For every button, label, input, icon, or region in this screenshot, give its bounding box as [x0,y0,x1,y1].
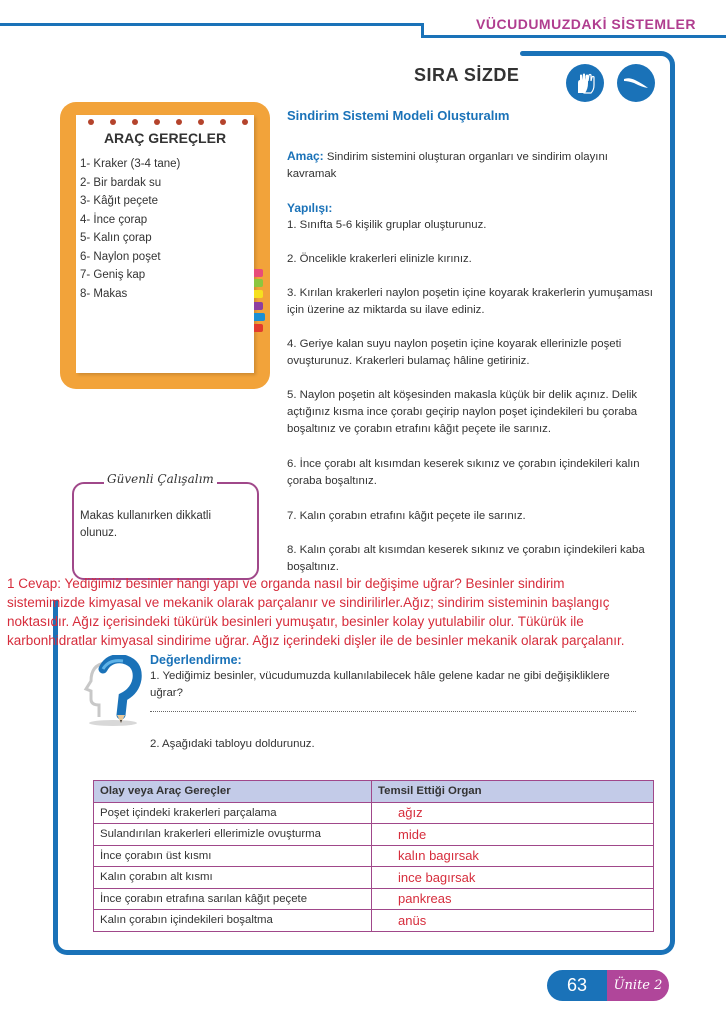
binding-hole [176,119,182,125]
table-row [94,888,654,910]
binding-hole [220,119,226,125]
event-cell: Kalın çorabın içindekileri boşaltma [94,910,372,932]
material-item: 6- Naylon poşet [80,250,161,263]
column-header: Olay veya Araç Gereçler [94,781,372,803]
notepad-tab-purple [254,302,263,310]
organ-table [93,780,654,932]
page-badge [547,970,669,1001]
evaluation-question-2: 2. Aşağıdaki tabloyu doldurunuz. [150,738,315,750]
answer-text [7,574,726,650]
answer-line: sistemimizde kimyasal ve mekanik olarak parçalanır ve sindirilirler.Ağız; sindirim sisteminin başlangıç [7,595,610,610]
answer-line: 1 Cevap: Yediğimiz besinler hangi yapı ve organda nasıl bir değişime uğrar? Besinler sindirim [7,576,565,591]
table-header-row [94,781,654,803]
material-item: 3- Kâğıt peçete [80,195,158,207]
aim-text: Sindirim sistemini oluşturan organları ve sindirim olayını kavramak [287,151,608,180]
answer-line: karbonhidratlar kimyasal sindirime uğrar. Ağız içerindeki dişler ile de besinler mekanik olarak parçalanır. [7,633,625,648]
organ-cell[interactable]: mide [372,824,654,846]
safety-text: Makas kullanırken dikkatli olunuz. [80,510,212,539]
aim-paragraph [287,148,627,183]
notepad-tab-blue [254,313,265,321]
step-2: 2. Öncelikle krakerleri elinizle kırınız. [287,253,472,265]
material-item: 8- Makas [80,287,128,300]
activity-badge: SIRA SİZDE [414,65,520,85]
table-row [94,867,654,889]
notepad-tab-green [254,279,263,287]
page-number: 63 [547,970,607,1001]
event-cell: İnce çorabın etrafına sarılan kâğıt peçete [94,888,372,910]
section-title: VÜCUDUMUZDAKİ SİSTEMLER [476,16,696,32]
binding-hole [198,119,204,125]
binding-hole [242,119,248,125]
binding-hole [110,119,116,125]
material-item: 4- İnce çorap [80,213,148,226]
table-row [94,910,654,932]
notepad-binding [88,119,248,125]
column-header: Temsil Ettiği Organ [372,781,654,803]
materials-list [80,155,180,303]
scalpel-icon [617,64,655,102]
step-1: 1. Sınıfta 5-6 kişilik gruplar oluşturunuz. [287,219,487,231]
step-7: 7. Kalın çorabın etrafını kâğıt peçete ile sarınız. [287,510,526,522]
organ-cell[interactable]: kalın bagırsak [372,845,654,867]
thinking-head-icon [83,655,143,725]
header-rule [0,23,424,26]
step-5: 5. Naylon poşetin alt köşesinden makasla küçük bir delik açınız. Delik açtığınız kısma ince çorabı geçirip naylon poşet içindekileri bu çoraba boşaltınız ve çorabın etrafını kâğıt peçete ile sarınız. [287,389,638,435]
evaluation-question-1: 1. Yediğimiz besinler, vücudumuzda kullanılabilecek hâle gelene kadar ne gibi değişikliklere uğrar? [150,670,610,699]
material-item: 2- Bir bardak su [80,176,162,189]
binding-hole [88,119,94,125]
material-item: 5- Kalın çorap [80,232,152,244]
unit-label: Ünite 2 [607,970,669,1001]
step-6: 6. İnce çorabı alt kısımdan keserek sıkınız ve çorabın içindekileri kalın çoraba boşaltınız. [287,458,640,487]
notepad-tab-red [254,324,263,332]
organ-cell[interactable]: anüs [372,910,654,932]
event-cell: Kalın çorabın alt kısmı [94,867,372,889]
organ-cell[interactable]: pankreas [372,888,654,910]
event-cell: İnce çorabın üst kısmı [94,845,372,867]
activity-title: Sindirim Sistemi Modeli Oluşturalım [287,108,510,123]
event-cell: Poşet içindeki krakerleri parçalama [94,802,372,824]
safety-title: Güvenli Çalışalım [104,472,217,486]
step-4: 4. Geriye kalan suyu naylon poşetin içine koyarak ellerinizle poşeti ovuşturunuz. Krakerleri bulamaç hâline getiriniz. [287,338,622,367]
step-8: 8. Kalın çorabı alt kısımdan keserek sıkınız ve çorabın içindekileri kaba boşaltınız. [287,544,645,573]
binding-hole [154,119,160,125]
binding-hole [132,119,138,125]
step-3: 3. Kırılan krakerleri naylon poşetin içine koyarak krakerlerin yumuşaması için üzerine az miktarda su ilave ediniz. [287,287,653,316]
aim-label: Amaç: [287,149,324,163]
table-row [94,824,654,846]
header-rule [421,35,726,38]
event-cell: Sulandırılan krakerleri ellerimizle ovuşturma [94,824,372,846]
organ-cell[interactable]: ağız [372,802,654,824]
answer-line: noktasıdır. Ağız içerisindeki tükürük besinleri yumuşatır, besinler kolay yutulabilir olur. Tükürük ile [7,614,584,629]
steps-label: Yapılışı: [287,201,333,215]
table-row [94,802,654,824]
answer-line-dotted[interactable] [150,706,636,712]
material-item: 7- Geniş kap [80,269,146,281]
materials-title: ARAÇ GEREÇLER [103,130,227,146]
evaluation-title: Değerlendirme: [150,653,242,667]
content-frame-top [520,51,660,56]
notepad-tab-yellow [254,290,263,298]
organ-cell[interactable]: ince bagırsak [372,867,654,889]
material-item: 1- Kraker (3-4 tane) [80,158,181,170]
notepad-tab-pink [254,269,263,277]
table-row [94,845,654,867]
gloves-icon [566,64,604,102]
